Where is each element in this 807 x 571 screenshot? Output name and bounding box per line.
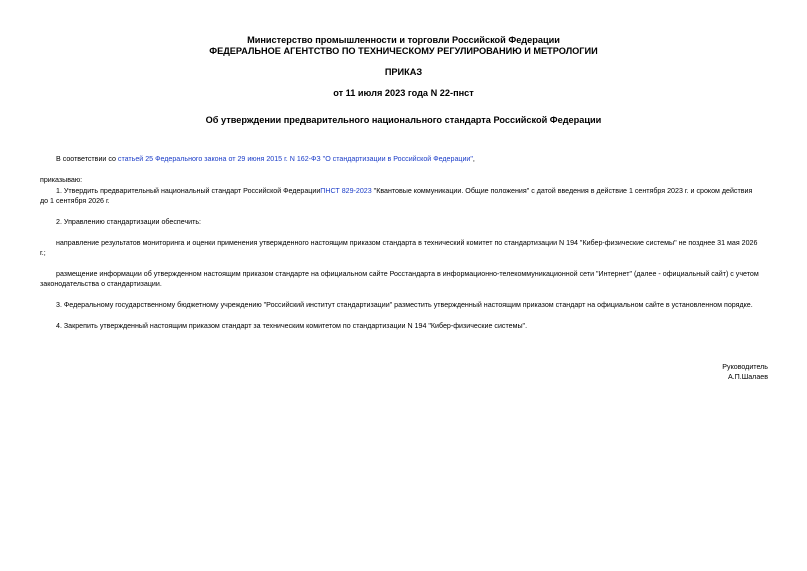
document-type: ПРИКАЗ — [384, 67, 423, 77]
signature-title: Руководитель — [722, 363, 768, 371]
item-2a-line-1: направление результатов мониторинга и оценки применения утвержденного настоящим приказом стандарта в технический комитет по стандартизации N 194 "Кибер-физические системы" не позднее 31 мая 2026 — [56, 239, 758, 247]
item-2a-line-2: г.; — [40, 249, 46, 257]
item-4: 4. Закрепить утвержденный настоящим приказом стандарт за техническим комитетом по стандартизации N 194 "Кибер-физические системы". — [56, 322, 528, 330]
ministry-name: Министерство промышленности и торговли Российской Федерации — [247, 35, 560, 45]
item-2: 2. Управлению стандартизации обеспечить: — [56, 218, 202, 226]
intro-paragraph — [56, 155, 475, 165]
item-1-prefix: 1. Утвердить предварительный национальный стандарт Российской Федерации — [56, 187, 321, 195]
item-2b-line-1: размещение информации об утвержденном настоящим приказом стандарте на официальном сайте Росстандарта в информационно-телекоммуникационной сети "Интернет" (далее - официальный сайт) с учетом — [56, 270, 759, 278]
item-2b-line-2: законодательства о стандартизации. — [40, 280, 162, 288]
document-date-number: от 11 июля 2023 года N 22-пнст — [333, 88, 474, 98]
intro-suffix: , — [472, 155, 475, 163]
item-1-line-2: до 1 сентября 2026 г. — [40, 197, 110, 205]
item-1-line-1 — [56, 187, 752, 197]
agency-name: ФЕДЕРАЛЬНОЕ АГЕНТСТВО ПО ТЕХНИЧЕСКОМУ РЕГУЛИРОВАНИЮ И МЕТРОЛОГИИ — [209, 46, 598, 56]
intro-prefix: В соответствии со — [56, 155, 118, 163]
standard-link[interactable]: ПНСТ 829-2023 — [320, 187, 372, 195]
order-word: приказываю: — [40, 176, 83, 184]
signature-name: А.П.Шалаев — [727, 373, 768, 381]
item-3: 3. Федеральному государственному бюджетному учреждению "Российский институт стандартизации" разместить утвержденный настоящим приказом стандарт на официальном сайте в установленном порядке. — [56, 301, 753, 309]
item-1-suffix: "Квантовые коммуникации. Общие положения" с датой введения в действие 1 сентября 2023 г. и сроком действия — [371, 187, 753, 195]
law-article-link[interactable]: статьей 25 Федерального закона от 29 июня 2015 г. N 162-ФЗ "О стандартизации в Российской Федерации" — [117, 155, 473, 163]
document-subject: Об утверждении предварительного национального стандарта Российской Федерации — [205, 115, 602, 125]
